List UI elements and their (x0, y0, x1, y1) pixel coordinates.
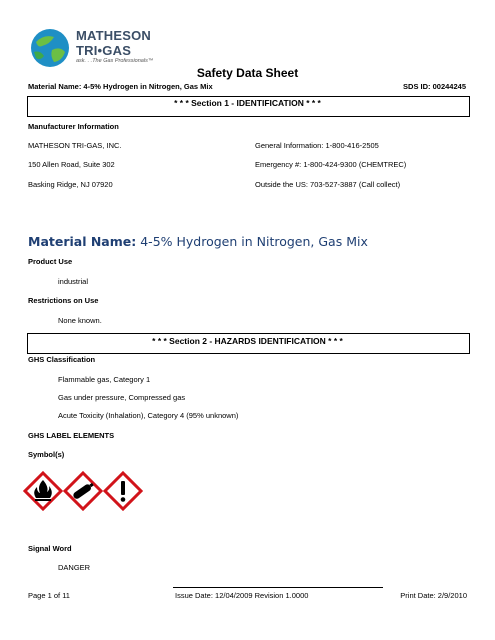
document-title: Safety Data Sheet (196, 66, 299, 80)
product-use-value: industrial (58, 277, 89, 286)
ghs-classification-label: GHS Classification (28, 355, 96, 364)
symbols-label: Symbol(s) (28, 450, 65, 459)
subheader-material: Material Name: 4-5% Hydrogen in Nitrogen, Gas Mix (28, 82, 213, 91)
material-name-label: Material Name: (28, 234, 137, 249)
material-name-heading (28, 234, 368, 249)
ghs-class-item: Acute Toxicity (Inhalation), Category 4 (95% unknown) (58, 411, 239, 420)
manufacturer-label: Manufacturer Information (28, 122, 119, 131)
section1-title: * * * Section 1 - IDENTIFICATION * * * (174, 98, 321, 108)
footer-issue: Issue Date: 12/04/2009 Revision 1.0000 (175, 591, 309, 600)
ghs-class-item: Gas under pressure, Compressed gas (58, 393, 186, 402)
general-info-phone: General Information: 1-800-416-2505 (255, 141, 379, 150)
company-logo-text: MATHESON TRI•GAS (76, 28, 152, 58)
signal-word-value: DANGER (58, 563, 91, 572)
manufacturer-city: Basking Ridge, NJ 07920 (28, 180, 113, 189)
product-use-label: Product Use (28, 257, 73, 266)
outside-us-phone: Outside the US: 703-527-3887 (Call collect) (255, 180, 401, 189)
exclamation-mark-icon (103, 471, 143, 511)
signal-word-label: Signal Word (28, 544, 72, 553)
manufacturer-address: 150 Allen Road, Suite 302 (28, 160, 115, 169)
material-name-value: 4-5% Hydrogen in Nitrogen, Gas Mix (140, 234, 368, 249)
section2-title: * * * Section 2 - HAZARDS IDENTIFICATION * * * (152, 336, 343, 346)
restrictions-value: None known. (58, 316, 102, 325)
globe-logo-icon (30, 28, 70, 68)
footer-rule (173, 587, 383, 588)
gas-cylinder-icon (63, 471, 103, 511)
manufacturer-name: MATHESON TRI-GAS, INC. (28, 141, 122, 150)
subheader-sds-id: SDS ID: 00244245 (403, 82, 466, 91)
footer-page: Page 1 of 11 (28, 591, 70, 600)
ghs-label-elements: GHS LABEL ELEMENTS (28, 431, 115, 440)
emergency-phone: Emergency #: 1-800-424-9300 (CHEMTREC) (255, 160, 407, 169)
logo-tagline: ask. . .The Gas Professionals™ (76, 58, 154, 64)
ghs-class-item: Flammable gas, Category 1 (58, 375, 151, 384)
footer-print-date: Print Date: 2/9/2010 (400, 591, 467, 600)
flame-icon (23, 471, 63, 511)
restrictions-label: Restrictions on Use (28, 296, 99, 305)
